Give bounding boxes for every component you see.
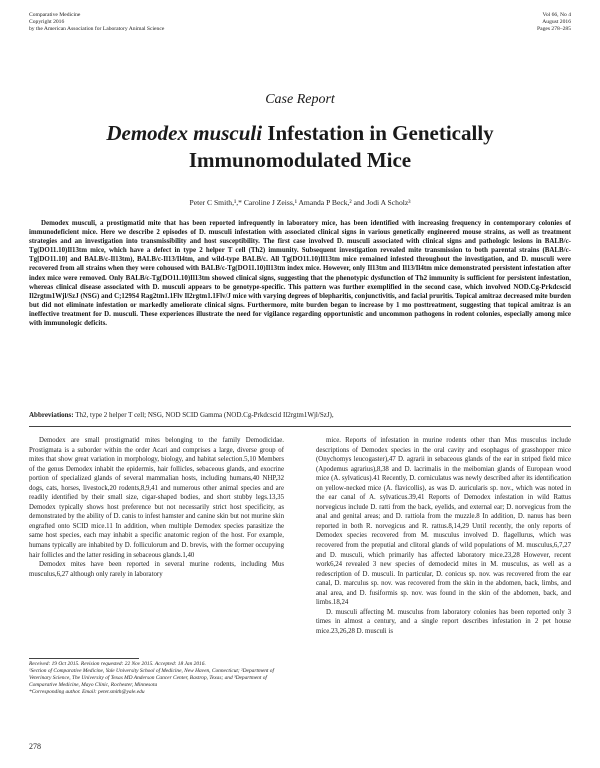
affiliations: ¹Section of Comparative Medicine, Yale University School of Medicine, New Haven, Connecticut; ²Department of Veterinary Science, The University of Texas MD Anderson Cancer Center, Bastrop, Texas; and ³Department of Comparative Medicine, Mayo Clinic, Rochester, Minnesota: [29, 668, 274, 688]
footnote-divider: [29, 658, 139, 659]
corresponding-author: *Corresponding author. Email: peter.smith@yale.edu: [29, 689, 145, 695]
issue-info: [537, 12, 571, 33]
publisher-line: by the American Association for Laboratory Animal Science: [29, 26, 165, 32]
body-paragraph: mice. Reports of infestation in murine rodents other than Mus musculus include descriptions of Demodex species in the oral cavity and esophagus of grasshopper mice (Onychomys leucogaster),47 D. agrarii in sebaceous glands of the ear in striped field mice (Apodemus agrarius),8,38 and D. lacrimalis in the meibomian glands of European wood mice (A. sylvaticus).41 Recently, D. corniculatus was newly described after its identification on yellow-necked mice (A. flavicollis), as was D. auricularis sp. nov., which was noted in the ear canal of A. sylvaticus.39,41 Reports of Demodex infestation in wild Rattus norvegicus include D. ratti from the back, eyelids, and external ear; D. norvegicus from the anal and genital areas; and D. rattiola from the muzzle.8 In addition, D. nanus has been reported in both R. norvegicus and R. rattus.8,14,29 Until recently, the only reports of Demodex species recovered from M. musculus involved D. flagellurus, which was recovered from the preputial and clitoral glands of wild populations of M. musculus,6,7,27 and D. musculi, which primarily has affected laboratory mice.23,28 However, recent work6,24 revealed 3 new species of demodecid mites in M. musculus, as well as a redescription of D. musculi. In particular, D. conicus sp. nov. was recovered from the ear canal, D. marculus sp. nov. was recovered from the skin in the abdomen, back, limbs, and anal area, and D. fusiformis sp. nov. was found in the skin of the abdomen, back, and limbs.18,24: [316, 437, 571, 607]
body-column-left: [29, 436, 284, 579]
journal-header: [29, 12, 164, 33]
section-divider: [29, 426, 571, 427]
abbreviations-text: Th2, type 2 helper T cell; NSG, NOD SCID Gamma (NOD.Cg-Prkdcscid Il2rgtm1Wjl/SzJ),: [73, 411, 334, 419]
pages-line: Pages 278–285: [536, 26, 571, 32]
date-line: August 2016: [542, 19, 571, 25]
page-number: 278: [29, 742, 41, 751]
body-paragraph: Demodex mites have been reported in several murine rodents, including Mus musculus,6,27 although only rarely in laboratory: [29, 561, 284, 578]
abstract: Demodex musculi, a prostigmatid mite that has been reported infrequently in laboratory mice, has been identified with increasing frequency in contemporary colonies of immunodeficient mice. Here we describe 2 episodes of D. musculi infestation with associated clinical signs in various genetically engineered mouse strains, as well as treatment strategies and an investigation into transmissibility and host susceptibility. The first case involved D. musculi associated with clinical signs and pathologic lesions in BALB/c-Tg(DO11.10)Il13tm mice, which have a defect in type 2 helper T cell (Th2) immunity. Subsequent investigation revealed mite transmission to both parental strains (BALB/c-Tg[DO11.10] and BALB/c-Il13tm), BALB/c-Il13/Il4tm, and wild-type BALB/c. All Tg(DO11.10)Il13tm mice remained infested throughout the investigation, and D. musculi were recovered from all strains when they were cohoused with BALB/c-Tg(DO11.10)Il13tm index mice. However, only Il13tm and Il13/Il4tm mice demonstrated persistent infestation after index mice were removed. Only BALB/c-Tg(DO11.10)Il13tm showed clinical signs, suggesting that the phenotypic dysfunction of Th2 immunity is sufficient for persistent infestation, whereas clinical disease associated with D. musculi appears to be genotype-specific. This pattern was further exemplified in the second case, which involved NOD.Cg-Prkdcscid Il2rgtm1Wjl/SzJ (NSG) and C;129S4 Rag2tm1.1Flv Il2rgtm1.1Flv/J mice with varying degrees of blepharitis, conjunctivitis, and facial pruritis. Topical amitraz decreased mite burden but did not eliminate infestation or markedly ameliorate clinical signs. Furthermore, mite burden began to increase by 1 mo posttreatment, suggesting that topical amitraz is an ineffective treatment for D. musculi. These experiences illustrate the need for vigilance regarding opportunistic and uncommon pathogens in rodent colonies, especially among mice with immunologic deficits.: [29, 219, 571, 328]
body-column-right: [316, 436, 571, 636]
volume-line: Vol 66, No 4: [542, 12, 571, 18]
copyright-line: Copyright 2016: [29, 19, 65, 25]
footnotes: [29, 661, 284, 696]
section-label: Case Report: [265, 92, 335, 107]
title-rest: Infestation in Genetically Immunomodulated Mice: [188, 121, 494, 172]
received-dates: Received: 19 Oct 2015. Revision requested: 22 Nov 2015. Accepted: 18 Jan 2016.: [29, 661, 206, 667]
abbreviations: [29, 411, 571, 420]
journal-name: Comparative Medicine: [29, 12, 81, 18]
title-species: Demodex musculi: [106, 121, 263, 145]
abbreviations-label: Abbreviations:: [29, 411, 74, 419]
body-paragraph: Demodex are small prostigmatid mites belonging to the family Demodicidae. Prostigmata is a suborder within the order Acari and comprises a large, diverse group of mites that show great variation in morphology, biology, and habitat selection.5,10 Members of the genus Demodex inhabit the epidermis, hair follicles, sebaceous glands, and exocrine portion of specialized glands of several mammalian hosts, including humans,40 NHP,32 dogs, cats, horses, livestock,20 rodents,8,9,41 and numerous other animal species and are readily identified by their small size, cigar-shaped bodies, and short stubby legs.13,35 Demodex typically shows host preference but not necessarily strict host specificity, as demonstrated by the ability of D. canis to infest hamster and canine skin but not murine skin engrafted onto SCID mice.11 In addition, when multiple Demodex species parasitize the same host species, each may inhabit a specific anatomic region of the host. For example, humans typically are inhabited by D. folliculorum and D. brevis, with the former occupying hair follicles and the latter residing in sebaceous glands.1,40: [29, 437, 284, 559]
body-paragraph: D. musculi affecting M. musculus from laboratory colonies has been reported only 3 times in almost a century, and a single report describes infestation in 2 pet house mice.23,26,28 D. musculi is: [316, 608, 571, 635]
article-title: [40, 120, 560, 174]
author-list: Peter C Smith,¹,* Caroline J Zeiss,¹ Amanda P Beck,² and Jodi A Scholz³: [189, 198, 411, 207]
